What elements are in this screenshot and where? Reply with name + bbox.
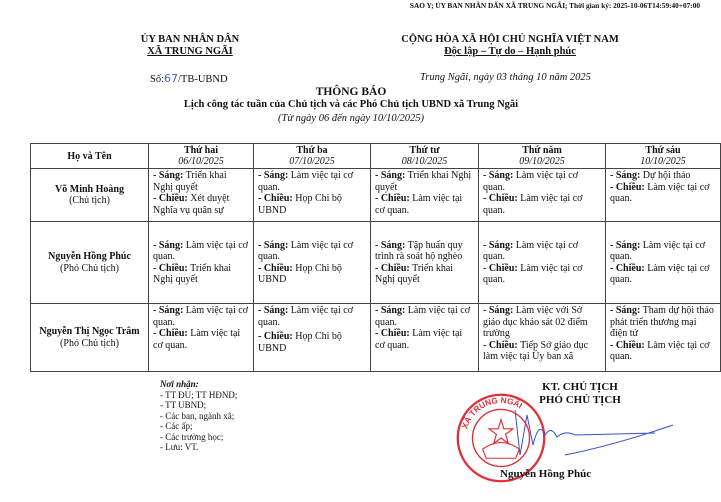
- person-cell: [31, 169, 149, 222]
- afternoon-entry: [258, 331, 366, 354]
- schedule-cell: [606, 169, 721, 222]
- svg-text:XÃ TRUNG NGÃI: XÃ TRUNG NGÃI: [460, 395, 524, 430]
- morning-activity: Tham dự hội thảo phát triển thương mại điện tử: [610, 305, 714, 339]
- morning-label: - Sáng:: [483, 239, 514, 251]
- afternoon-activity: Triển khai Nghị quyết: [375, 262, 454, 285]
- person-cell: [31, 304, 149, 372]
- schedule-cell: [606, 304, 721, 372]
- afternoon-label: - Chiều:: [375, 262, 410, 274]
- schedule-cell: [371, 169, 479, 222]
- morning-entry: [375, 305, 474, 328]
- person-cell: [31, 222, 149, 304]
- afternoon-entry: [610, 340, 716, 363]
- morning-activity: Làm việc tại cơ quan.: [483, 239, 578, 262]
- morning-entry: [153, 305, 249, 328]
- recipient-item: - Các trường học;: [160, 431, 224, 442]
- morning-entry: [483, 305, 601, 340]
- signature-title: [480, 381, 680, 407]
- afternoon-entry: [375, 263, 474, 286]
- day-date: 08/10/2025: [401, 156, 448, 167]
- morning-entry: [258, 240, 366, 263]
- afternoon-label: - Chiều:: [483, 193, 518, 204]
- morning-label: - Sáng:: [610, 170, 641, 181]
- afternoon-activity: Triển khai Nghị quyết: [153, 262, 232, 285]
- day-name: Thứ ba: [296, 145, 328, 156]
- national-header: [395, 34, 625, 58]
- recipient-item: - Các ấp;: [160, 421, 193, 431]
- schedule-cell: [371, 304, 479, 372]
- morning-activity: Dự hội thảo: [642, 170, 691, 181]
- schedule-cell: [371, 222, 479, 304]
- afternoon-label: - Chiều:: [483, 262, 518, 274]
- table-header-row: [31, 144, 721, 169]
- recipients-label: Nơi nhận:: [160, 379, 199, 389]
- signer-name: Nguyễn Hồng Phúc: [500, 468, 592, 480]
- day-column-header: [254, 144, 371, 169]
- afternoon-activity: Họp Chi bộ UBND: [258, 193, 342, 216]
- afternoon-activity: Họp Chi bộ UBND: [258, 262, 342, 285]
- national-line1: CỘNG HÒA XÃ HỘI CHỦ NGHĨA VIỆT NAM: [401, 34, 619, 45]
- person-role: (Phó Chủ tịch): [60, 337, 119, 349]
- issuer-line1: ỦY BAN NHÂN DÂN: [140, 34, 240, 45]
- afternoon-label: - Chiều:: [483, 339, 518, 351]
- document-number: [150, 72, 228, 85]
- schedule-table: [30, 143, 721, 372]
- morning-label: - Sáng:: [375, 170, 406, 181]
- recipients: [160, 379, 237, 453]
- doc-number-suffix: /TB-UBND: [178, 74, 228, 85]
- day-date: 07/10/2025: [289, 156, 335, 167]
- morning-activity: Làm việc tại cơ quan.: [258, 305, 353, 328]
- afternoon-activity: Làm việc tại cơ quan.: [153, 328, 241, 351]
- morning-activity: Làm việc tại cơ quan.: [153, 239, 248, 262]
- afternoon-label: - Chiều:: [258, 331, 293, 342]
- afternoon-label: - Chiều:: [153, 328, 188, 339]
- morning-activity: Làm việc với Sở giáo dục khảo sát 02 điểm trường: [483, 305, 588, 339]
- person-role: (Phó Chủ tịch): [60, 262, 119, 274]
- document-subtitle: Lịch công tác tuần của Chủ tịch và các Phó Chủ tịch UBND xã Trung Ngãi: [183, 99, 519, 110]
- afternoon-activity: Tiếp Sở giáo dục làm việc tại Ủy ban xã: [483, 339, 589, 362]
- schedule-cell: [254, 169, 371, 222]
- afternoon-entry: [258, 193, 366, 216]
- table-row: [31, 169, 721, 222]
- afternoon-label: - Chiều:: [610, 181, 645, 193]
- day-column-header: [149, 144, 254, 169]
- afternoon-label: - Chiều:: [375, 193, 410, 204]
- morning-activity: Làm việc tại cơ quan.: [153, 305, 248, 328]
- document-title: THÔNG BÁO: [315, 86, 387, 98]
- afternoon-label: - Chiều:: [610, 339, 645, 351]
- afternoon-entry: [153, 263, 249, 286]
- morning-entry: [483, 170, 601, 193]
- morning-label: - Sáng:: [483, 170, 514, 181]
- afternoon-entry: [153, 193, 249, 216]
- day-date: 06/10/2025: [178, 156, 224, 167]
- morning-entry: [375, 240, 474, 263]
- morning-activity: Triển khai Nghị quyết: [375, 170, 472, 193]
- morning-entry: [610, 240, 716, 263]
- person-name: Nguyễn Hồng Phúc: [48, 251, 131, 262]
- afternoon-label: - Chiều:: [375, 328, 410, 339]
- table-row: [31, 222, 721, 304]
- day-column-header: [606, 144, 721, 169]
- morning-label: - Sáng:: [153, 170, 184, 181]
- person-name: Nguyễn Thị Ngọc Trâm: [39, 326, 140, 337]
- morning-label: - Sáng:: [153, 305, 184, 316]
- person-role: (Chủ tịch): [69, 195, 110, 206]
- afternoon-label: - Chiều:: [258, 262, 293, 274]
- schedule-cell: [254, 304, 371, 372]
- afternoon-activity: Làm việc tại cơ quan.: [610, 262, 710, 285]
- afternoon-entry: [483, 263, 601, 286]
- schedule-cell: [149, 222, 254, 304]
- handwritten-signature: [505, 405, 675, 465]
- morning-activity: Tập huấn quy trình rà soát hộ nghèo: [375, 239, 463, 262]
- place-date: Trung Ngãi, ngày 03 tháng 10 năm 2025: [420, 72, 591, 83]
- afternoon-entry: [375, 193, 474, 216]
- morning-entry: [153, 170, 249, 193]
- schedule-cell: [606, 222, 721, 304]
- table-row: [31, 304, 721, 372]
- day-column-header: [479, 144, 606, 169]
- afternoon-entry: [375, 328, 474, 351]
- morning-label: - Sáng:: [375, 305, 406, 316]
- issuer-line2: XÃ TRUNG NGÃI: [147, 46, 233, 57]
- person-name: Võ Minh Hoàng: [55, 183, 124, 195]
- afternoon-entry: [483, 193, 601, 216]
- morning-activity: Làm việc tại cơ quan.: [258, 239, 353, 262]
- morning-label: - Sáng:: [258, 170, 289, 181]
- afternoon-activity: Làm việc tại cơ quan.: [610, 181, 710, 204]
- morning-entry: [375, 170, 474, 193]
- afternoon-label: - Chiều:: [610, 262, 645, 274]
- morning-entry: [483, 240, 601, 263]
- day-name: Thứ sáu: [645, 145, 681, 156]
- morning-entry: [153, 240, 249, 263]
- afternoon-activity: Làm việc tại cơ quan.: [610, 339, 710, 362]
- afternoon-activity: Xét duyệt Nghĩa vụ quân sự: [153, 193, 230, 216]
- morning-label: - Sáng:: [258, 305, 289, 316]
- morning-entry: [610, 305, 716, 340]
- morning-activity: Làm việc tại cơ quan.: [610, 239, 705, 262]
- afternoon-label: - Chiều:: [258, 193, 293, 204]
- morning-label: - Sáng:: [483, 305, 514, 316]
- afternoon-activity: Làm việc tại cơ quan.: [375, 328, 463, 351]
- recipient-item: - Các ban, ngành xã;: [160, 410, 235, 421]
- schedule-cell: [149, 169, 254, 222]
- morning-label: - Sáng:: [610, 305, 641, 316]
- schedule-cell: [149, 304, 254, 372]
- doc-number-handwritten: 67: [164, 72, 179, 85]
- day-column-header: [371, 144, 479, 169]
- afternoon-entry: [153, 328, 249, 351]
- afternoon-entry: [610, 182, 716, 205]
- morning-label: - Sáng:: [610, 239, 641, 251]
- doc-number-prefix: Số:: [150, 74, 165, 85]
- signature-line1: KT. CHỦ TỊCH: [542, 381, 618, 393]
- morning-entry: [258, 170, 366, 193]
- schedule-cell: [479, 304, 606, 372]
- schedule-cell: [479, 222, 606, 304]
- afternoon-activity: Làm việc tại cơ quan.: [483, 262, 583, 285]
- digital-signature-banner: SAO Y; ỦY BAN NHÂN DÂN XÃ TRUNG NGÃI; Thời gian ký: 2025-10-06T14:59:40+07:00: [409, 1, 700, 10]
- morning-entry: [258, 305, 366, 328]
- schedule-cell: [479, 169, 606, 222]
- afternoon-label: - Chiều:: [153, 262, 188, 274]
- morning-label: - Sáng:: [258, 239, 289, 251]
- signature-line2: PHÓ CHỦ TỊCH: [539, 394, 621, 406]
- day-name: Thứ tư: [409, 145, 440, 156]
- recipient-item: - TT ĐU; TT HĐND;: [160, 389, 238, 400]
- issuer-header: [120, 34, 260, 58]
- morning-activity: Làm việc tại cơ quan.: [483, 170, 578, 193]
- afternoon-entry: [483, 340, 601, 363]
- afternoon-entry: [258, 263, 366, 286]
- afternoon-activity: Làm việc tại cơ quan.: [375, 193, 463, 216]
- morning-activity: Làm việc tại cơ quan.: [375, 305, 470, 328]
- morning-label: - Sáng:: [375, 239, 406, 251]
- national-motto: Độc lập – Tự do – Hạnh phúc: [444, 46, 576, 57]
- morning-entry: [610, 170, 716, 182]
- afternoon-activity: Làm việc tại cơ quan.: [483, 193, 583, 216]
- afternoon-label: - Chiều:: [153, 193, 188, 204]
- afternoon-activity: Họp Chi bộ UBND: [258, 331, 342, 354]
- morning-activity: Triển khai Nghị quyết: [153, 170, 227, 193]
- morning-activity: Làm việc tại cơ quan.: [258, 170, 353, 193]
- day-name: Thứ hai: [183, 145, 219, 156]
- day-date: 09/10/2025: [519, 156, 565, 167]
- schedule-cell: [254, 222, 371, 304]
- morning-label: - Sáng:: [153, 239, 184, 251]
- date-range: (Từ ngày 06 đến ngày 10/10/2025): [277, 113, 424, 124]
- name-column-header: Họ và Tên: [31, 144, 149, 169]
- day-date: 10/10/2025: [640, 156, 686, 167]
- recipient-item: - Lưu: VT.: [160, 442, 199, 452]
- afternoon-entry: [610, 263, 716, 286]
- day-name: Thứ năm: [522, 145, 562, 156]
- recipient-item: - TT UBND;: [160, 400, 207, 410]
